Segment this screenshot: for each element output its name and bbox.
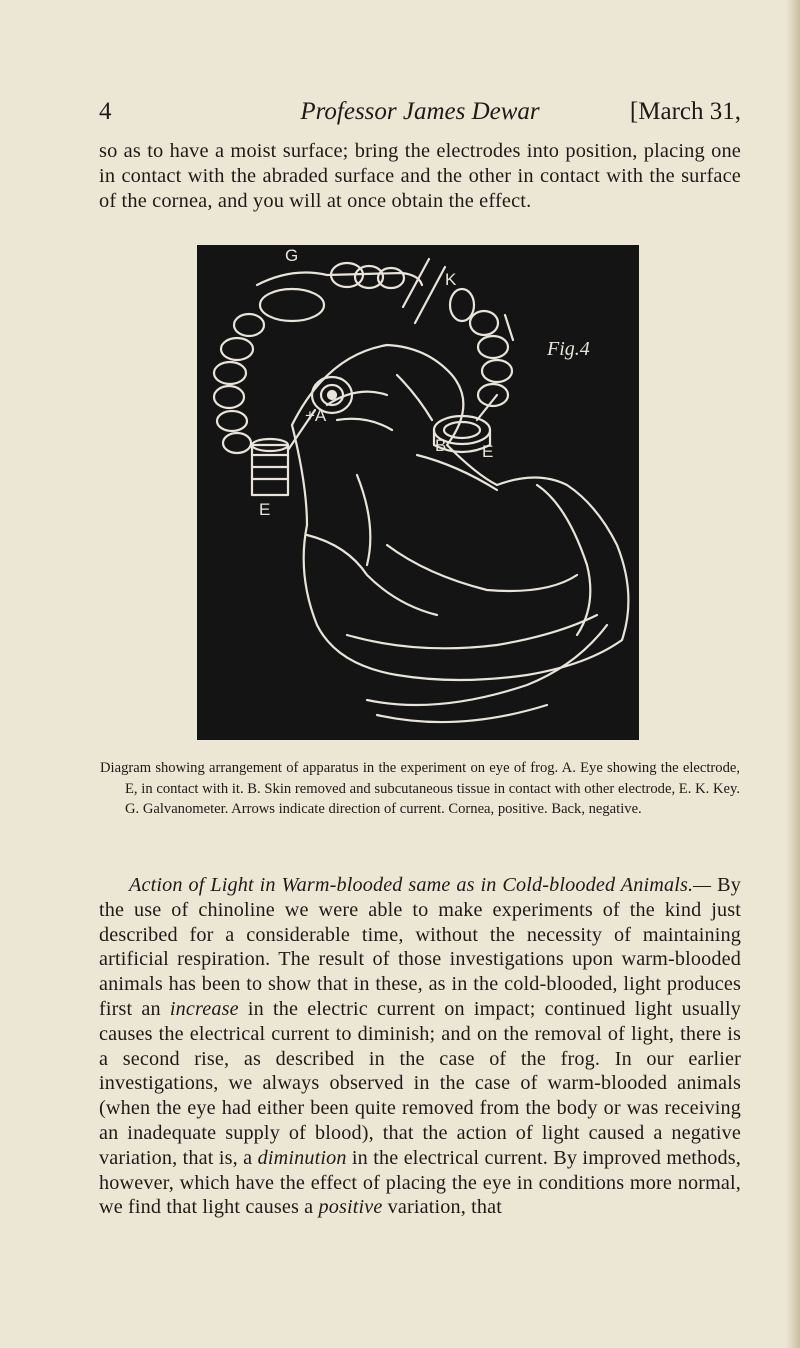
label-k: K xyxy=(445,270,457,289)
paragraph-2-part-4: variation, that xyxy=(382,1196,503,1219)
running-head xyxy=(99,92,741,132)
running-date: [March 31, xyxy=(629,98,741,125)
paragraph-2-part-2: in the electric current on impact; continued light usually causes the electrical current to diminish; and on the removal of light, there is a second rise, as described in the case of the frog. In our earlier investigations, we always observed in the case of warm-blooded animals (when the eye had either been quite removed from the body or was receiving an inadequate supply of blood), that the action of light caused a negative variation, that is, a xyxy=(99,997,741,1169)
page-number: 4 xyxy=(99,98,112,125)
page-edge xyxy=(786,0,800,1348)
label-g: G xyxy=(285,246,299,265)
label-e-back: E xyxy=(482,442,494,461)
paragraph-2-part-3: in the electrical current. By improved methods, however, which have the effect of placing the eye in conditions more normal, we find that light causes a xyxy=(99,1146,741,1219)
emphasis-positive: positive xyxy=(318,1196,383,1219)
running-title: Professor James Dewar xyxy=(300,98,540,125)
label-fig: Fig.4 xyxy=(547,338,590,360)
section-heading: Action of Light in Warm-blooded same as in Cold-blooded Animals.— xyxy=(129,874,712,896)
paragraph-2 xyxy=(99,873,741,1220)
figure-caption xyxy=(100,758,740,820)
label-b: B xyxy=(435,436,447,455)
emphasis-increase: increase xyxy=(169,997,239,1020)
paragraph-1-text: so as to have a moist surface; bring the electrodes into position, placing one in contact with the abraded surface and the other in contact with the surface of the cornea, and you will at once obtain the effect. xyxy=(99,140,741,212)
frog-outline xyxy=(292,345,628,722)
paragraph-1 xyxy=(99,139,741,214)
label-e-electrode: E xyxy=(259,500,271,519)
figure-frog-diagram xyxy=(197,245,639,740)
caption-text: Diagram showing arrangement of apparatus in the experiment on eye of frog. A. Eye showing the electrode, E, in contact with it. B. Skin removed and subcutaneous tissue in contact with other electrode, E. K. Key. G. Galvanometer. Arrows indicate direction of current. Cornea, positive. Back, negative. xyxy=(100,760,740,817)
paragraph-2-text xyxy=(99,873,741,1220)
emphasis-diminution: diminution xyxy=(257,1146,347,1169)
paragraph-2-part-1: By the use of chinoline we were able to make experiments of the kind just described for a considerable time, without the necessity of maintaining artificial respiration. The result of those investigations upon warm-blooded animals has been to show that in these, as in the cold-blooded, light produces first an xyxy=(99,874,742,1020)
label-a: +A xyxy=(305,406,327,425)
frog-illustration xyxy=(197,245,639,740)
